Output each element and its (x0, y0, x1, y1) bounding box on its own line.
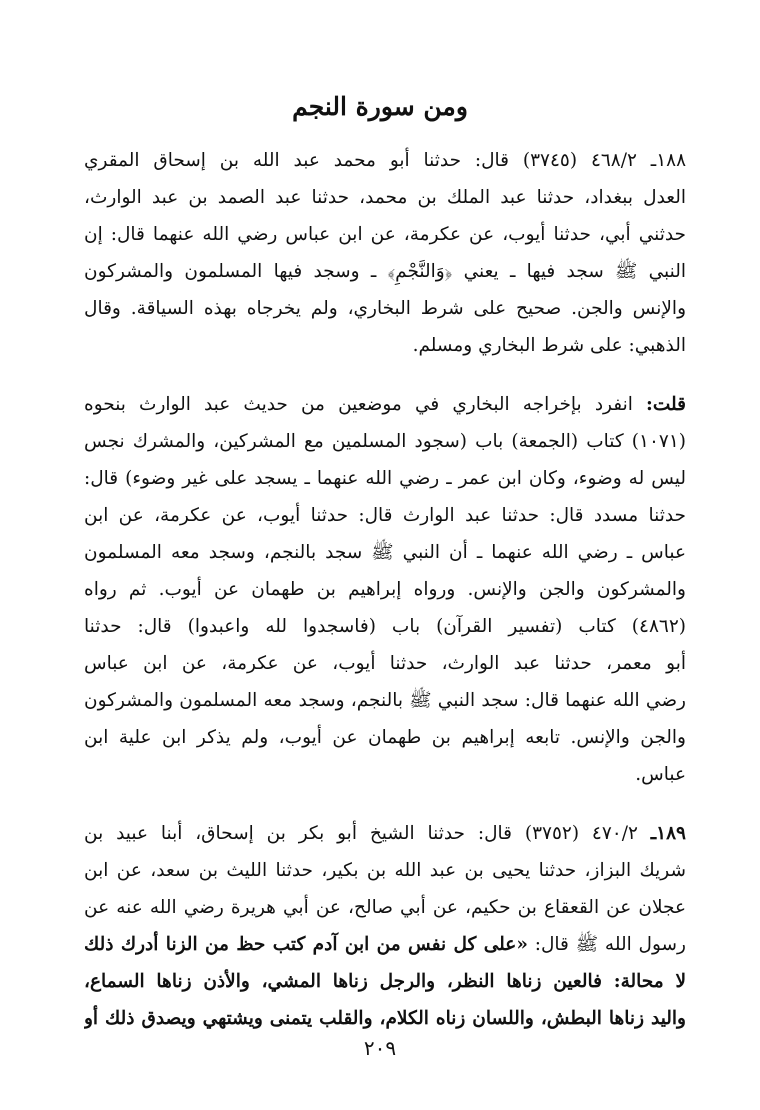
text-line: والإنس والجن. صحيح على شرط البخاري، ولم يخرجاه بهذه السياقة. وقال (84, 298, 686, 319)
narration-intro: رسول الله ﷺ قال: (534, 934, 686, 955)
hadith-number: ١٨٩ـ (650, 823, 686, 844)
text-line: والمشركون والجن والإنس. ورواه إبراهيم بن طهمان عن أيوب. ثم رواه (84, 579, 686, 600)
text-line: شريك البزاز، حدثنا يحيى بن عبد الله بن بكير، حدثنا الليث بن سعد، عن ابن (84, 860, 686, 881)
text-line: (٤٨٦٢) كتاب (تفسير القرآن) باب (فاسجدوا لله واعبدوا) قال: حدثنا (84, 616, 686, 637)
page-body (84, 142, 686, 1037)
hadith-matn-line: واليد زناها البطش، واللسان زناه الكلام، والقلب يتمنى ويشتهي ويصدق ذلك أو (84, 1008, 686, 1029)
hadith-matn-line: لا محالة: فالعين زناها النظر، والرجل زناها المشي، والأذن زناها السماع، (84, 971, 686, 992)
text-line: حدثنا مسدد قال: حدثنا عبد الوارث قال: حدثنا أيوب، عن عكرمة، عن ابن (84, 505, 686, 526)
text-line: النبي ﷺ سجد فيها ـ يعني ﴿وَالنَّجْمِ﴾ ـ وسجد فيها المسلمون والمشركون (84, 261, 686, 282)
text-line: الذهبي: على شرط البخاري ومسلم. (412, 335, 686, 356)
text-line (84, 926, 686, 963)
page-number: ٢٠٩ (363, 1036, 397, 1060)
text-line: العدل ببغداد، حدثنا عبد الملك بن محمد، حدثنا عبد الصمد بن عبد الوارث، (84, 187, 686, 208)
paragraph-gap (84, 793, 686, 815)
paragraph-gap (84, 364, 686, 386)
text-line: والجن والإنس. تابعه إبراهيم بن طهمان عن أيوب، ولم يذكر ابن علية ابن (84, 727, 686, 748)
hadith-189 (84, 815, 686, 1037)
text-line (84, 815, 686, 852)
hadith-matn: «على كل نفس من ابن آدم كتب حظ من الزنا أدرك ذلك (84, 934, 528, 955)
commentary-first-line: انفرد بإخراجه البخاري في موضعين من حديث عبد الوارث بنحوه (84, 394, 633, 415)
text-line: أبو معمر، حدثنا عبد الوارث، حدثنا أيوب، عن عكرمة، عن ابن عباس (84, 653, 686, 674)
text-line: ١٨٨ـ ٤٦٨/٢ (٣٧٤٥) قال: حدثنا أبو محمد عبد الله بن إسحاق المقري (84, 150, 686, 171)
text-line: ليس له وضوء، وكان ابن عمر ـ رضي الله عنهما ـ يسجد على غير وضوء) قال: (84, 468, 686, 489)
text-line: (١٠٧١) كتاب (الجمعة) باب (سجود المسلمين مع المشركين، والمشرك نجس (84, 431, 686, 452)
hadith-189-first-line: ٤٧٠/٢ (٣٧٥٢) قال: حدثنا الشيخ أبو بكر بن إسحاق، أبنا عبيد بن (84, 823, 638, 844)
text-line: عباس ـ رضي الله عنهما ـ أن النبي ﷺ سجد بالنجم، وسجد معه المسلمون (84, 542, 686, 563)
text-line: حدثني أبي، حدثنا أيوب، عن عكرمة، عن ابن عباس رضي الله عنهما قال: إن (84, 224, 686, 245)
hadith-188 (84, 142, 686, 364)
text-line (84, 386, 686, 423)
commentary-block (84, 386, 686, 793)
commentary-label: قلت: (646, 394, 686, 415)
text-line: عجلان عن القعقاع بن حكيم، عن أبي صالح، عن أبي هريرة رضي الله عنه عن (84, 897, 686, 918)
page-title: ومن سورة النجم (292, 92, 468, 121)
text-line: رضي الله عنهما قال: سجد النبي ﷺ بالنجم، وسجد معه المسلمون والمشركون (84, 690, 686, 711)
text-line: عباس. (635, 764, 686, 785)
